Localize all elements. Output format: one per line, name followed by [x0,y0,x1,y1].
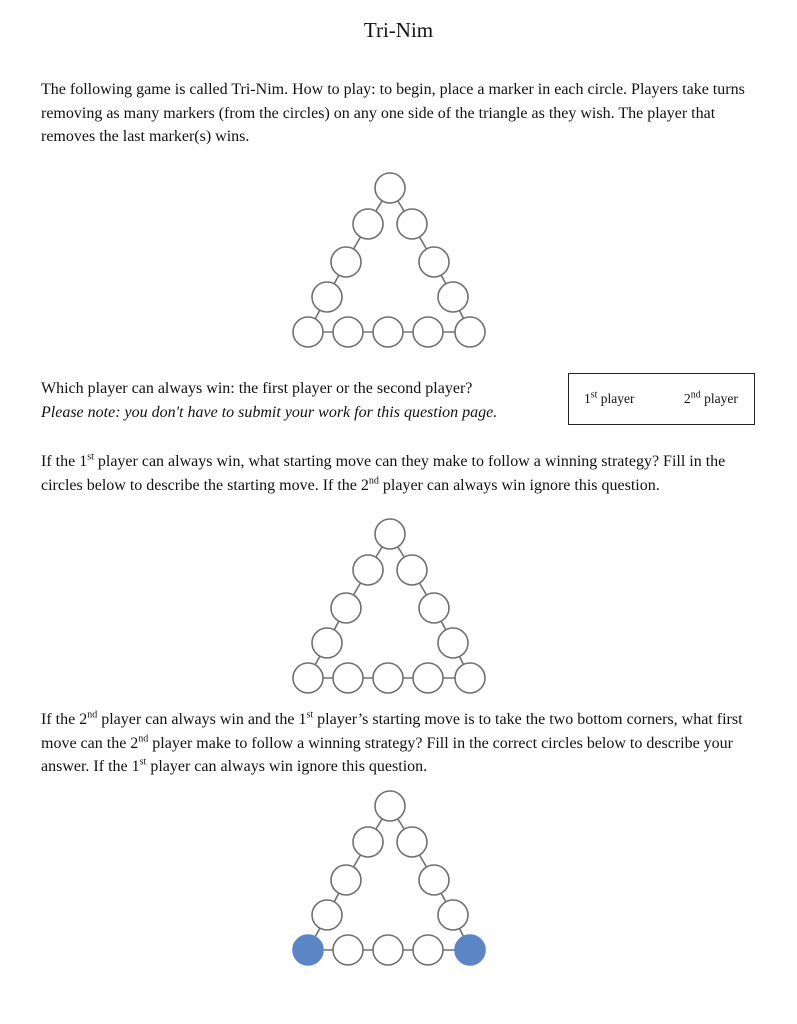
question-1-note-text: you don't have to submit your work for this question page. [124,403,498,421]
marker-circle[interactable] [397,827,427,857]
triangle-board-1 [0,172,797,352]
marker-circle[interactable] [413,935,443,965]
option-word: player [597,391,635,406]
player-choice-box [568,373,755,425]
marker-circle[interactable] [353,827,383,857]
triangle-board-3 [0,790,797,970]
marker-circle[interactable] [333,317,363,347]
ordinal: st [139,756,147,768]
option-ordinal: st [590,389,598,401]
text-fragment: If the 2 [41,711,88,728]
option-ordinal: nd [690,389,701,401]
option-word: player [700,391,738,406]
marker-circle[interactable] [375,791,405,821]
question-1-note-prefix: Please note: [41,403,125,421]
marker-circle[interactable] [438,628,468,658]
question-2 [41,450,761,497]
ordinal: nd [368,475,379,487]
marker-circle[interactable] [312,628,342,658]
ordinal: nd [138,733,149,745]
marker-circle[interactable] [397,209,427,239]
marker-circle[interactable] [333,663,363,693]
marker-circle[interactable] [353,555,383,585]
marker-circle[interactable] [419,247,449,277]
marker-circle[interactable] [455,663,485,693]
marker-circle[interactable] [455,317,485,347]
text-fragment: player’s starting move is to take the two bottom corners, what first move can the 2 [41,711,743,752]
marker-circle[interactable] [331,865,361,895]
question-3 [41,708,761,779]
option-number: 2 [684,391,691,406]
marker-circle[interactable] [293,317,323,347]
marker-circle[interactable] [375,173,405,203]
text-fragment: player can always win ignore this question. [146,758,428,775]
marker-circle[interactable] [312,900,342,930]
ordinal: st [306,709,314,721]
question-1-prompt: Which player can always win: the first player or the second player? [41,380,473,397]
marker-circle[interactable] [312,282,342,312]
page-title: Tri-Nim [363,18,434,42]
marker-circle[interactable] [331,247,361,277]
marker-circle[interactable] [413,317,443,347]
marker-circle[interactable] [438,900,468,930]
marker-circle[interactable] [293,663,323,693]
second-player-option[interactable] [684,391,738,407]
text-fragment: player can always win ignore this question. [378,476,660,494]
marker-circle[interactable] [419,593,449,623]
marker-circle[interactable] [373,935,403,965]
text-fragment: player can always win and the 1 [97,711,307,728]
text-fragment: player make to follow a winning strategy? Fill in the correct circles below to describe your answer. If the 1 [41,734,733,775]
text-fragment: If the 1 [41,453,88,470]
marker-circle[interactable] [397,555,427,585]
marker-circle[interactable] [373,663,403,693]
marker-circle[interactable] [331,593,361,623]
ordinal: nd [87,709,98,721]
marker-circle-filled[interactable] [293,935,323,965]
marker-circle[interactable] [373,317,403,347]
marker-circle[interactable] [333,935,363,965]
marker-circle[interactable] [413,663,443,693]
marker-circle[interactable] [353,209,383,239]
option-number: 1 [584,391,591,406]
marker-circle[interactable] [419,865,449,895]
intro-text: The following game is called Tri-Nim. How to play: to begin, place a marker in each circle. Players take turns removing as many markers (from the circles) on any one side of the triangle as they wish. The player that removes the last marker(s) wins. [41,81,745,145]
question-1 [41,377,571,424]
first-player-option[interactable] [584,391,635,407]
ordinal: st [87,451,94,463]
marker-circle-filled[interactable] [455,935,485,965]
text-fragment: player can always win, what starting move can they make to follow a winning strategy? Fill in the circles below to describe the starting move. If the 2 [41,453,726,494]
marker-circle[interactable] [438,282,468,312]
triangle-board-2 [0,518,797,698]
marker-circle[interactable] [375,519,405,549]
